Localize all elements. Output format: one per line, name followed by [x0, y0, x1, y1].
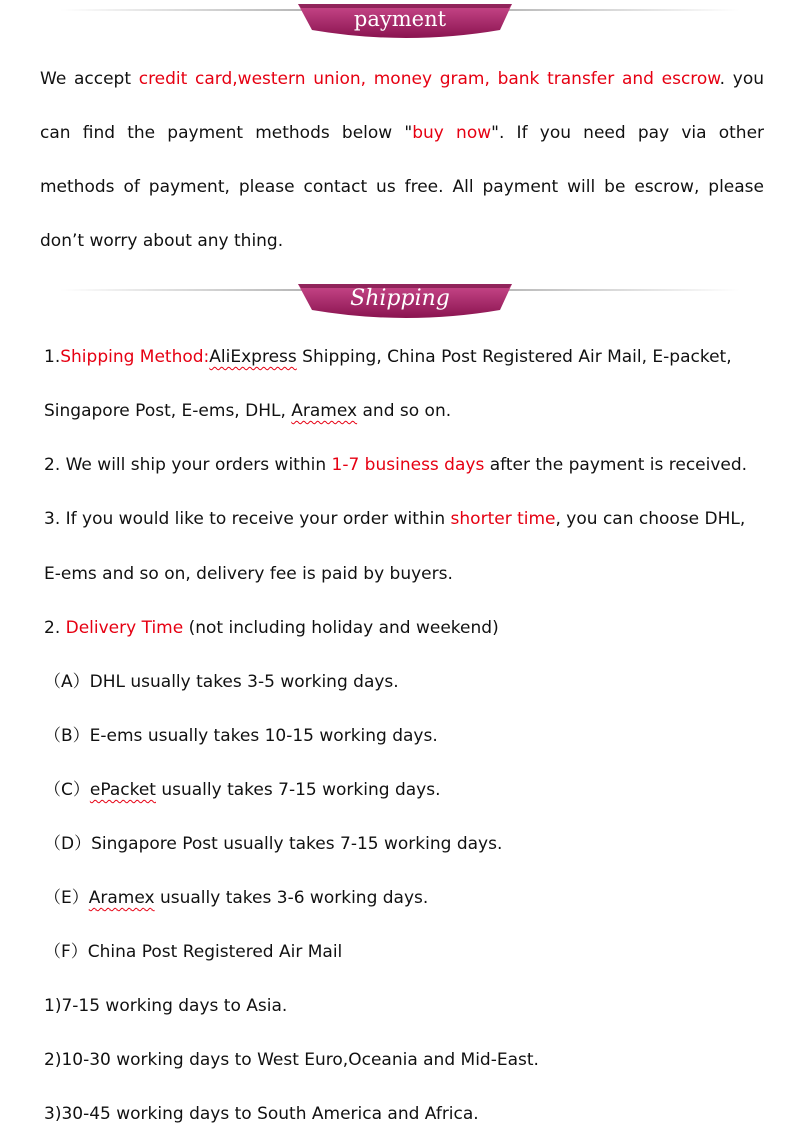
text: Shipping, China Post Registered Air Mail, E-packet,	[296, 347, 732, 367]
region-asia: 1)7-15 working days to Asia.	[44, 996, 288, 1016]
shipping-banner-label: Shipping	[350, 286, 450, 311]
text: We accept	[40, 69, 139, 89]
text: 1.	[44, 347, 61, 367]
text: can find the payment methods below "	[40, 123, 413, 143]
text: 2. We will ship your orders within	[44, 455, 332, 475]
text: 2.	[44, 618, 66, 638]
payment-line-4: don’t worry about any thing.	[40, 231, 284, 251]
text: ePacket	[89, 780, 156, 800]
payment-methods-highlight: credit card,western union, money gram, bank transfer and escrow	[138, 69, 720, 89]
text: 3. If you would like to receive your order within	[44, 509, 451, 529]
delivery-time-line	[44, 616, 499, 640]
shipping-method-line-1	[44, 345, 732, 369]
text: . you	[719, 69, 765, 89]
text: Aramex	[291, 401, 358, 421]
shorter-time-line	[44, 507, 745, 531]
payment-banner-label: payment	[353, 7, 447, 31]
text: usually takes 3-6 working days.	[154, 888, 429, 908]
payment-line-3: methods of payment, please contact us free. All payment will be escrow, please	[40, 177, 764, 197]
ship-within-line	[44, 453, 747, 477]
text: after the payment is received.	[484, 455, 748, 475]
shipping-method-label: Shipping Method:	[60, 347, 210, 367]
delivery-item-c	[44, 778, 440, 802]
payment-line-1	[40, 67, 764, 91]
business-days-highlight: 1-7 business days	[331, 455, 485, 475]
buy-now-highlight: buy now	[412, 123, 492, 143]
payment-line-2	[40, 121, 764, 145]
text: usually takes 7-15 working days.	[155, 780, 441, 800]
shipping-method-line-2	[44, 399, 451, 423]
delivery-fee-line: E-ems and so on, delivery fee is paid by buyers.	[44, 564, 453, 584]
text: AliExpress	[209, 347, 297, 367]
region-europe: 2)10-30 working days to West Euro,Oceania and Mid-East.	[44, 1050, 539, 1070]
text: （E）	[44, 888, 89, 908]
text: （C）	[44, 780, 90, 800]
text: (not including holiday and weekend)	[183, 618, 499, 638]
delivery-item-d: （D）Singapore Post usually takes 7-15 working days.	[44, 834, 503, 854]
shipping-banner	[0, 280, 800, 340]
delivery-item-a: （A）DHL usually takes 3-5 working days.	[44, 672, 399, 692]
region-america-africa: 3)30-45 working days to South America and Africa.	[44, 1104, 479, 1124]
delivery-time-label: Delivery Time	[65, 618, 184, 638]
delivery-item-b: （B）E-ems usually takes 10-15 working days.	[44, 726, 438, 746]
delivery-item-f: （F）China Post Registered Air Mail	[44, 942, 343, 962]
text: and so on.	[357, 401, 452, 421]
delivery-item-e	[44, 886, 428, 910]
text: Aramex	[88, 888, 155, 908]
shorter-time-highlight: shorter time	[450, 509, 556, 529]
text: , you can choose DHL,	[555, 509, 746, 529]
text: ". If you need pay via other	[491, 123, 765, 143]
text: Singapore Post, E-ems, DHL,	[44, 401, 292, 421]
payment-banner	[0, 0, 800, 60]
